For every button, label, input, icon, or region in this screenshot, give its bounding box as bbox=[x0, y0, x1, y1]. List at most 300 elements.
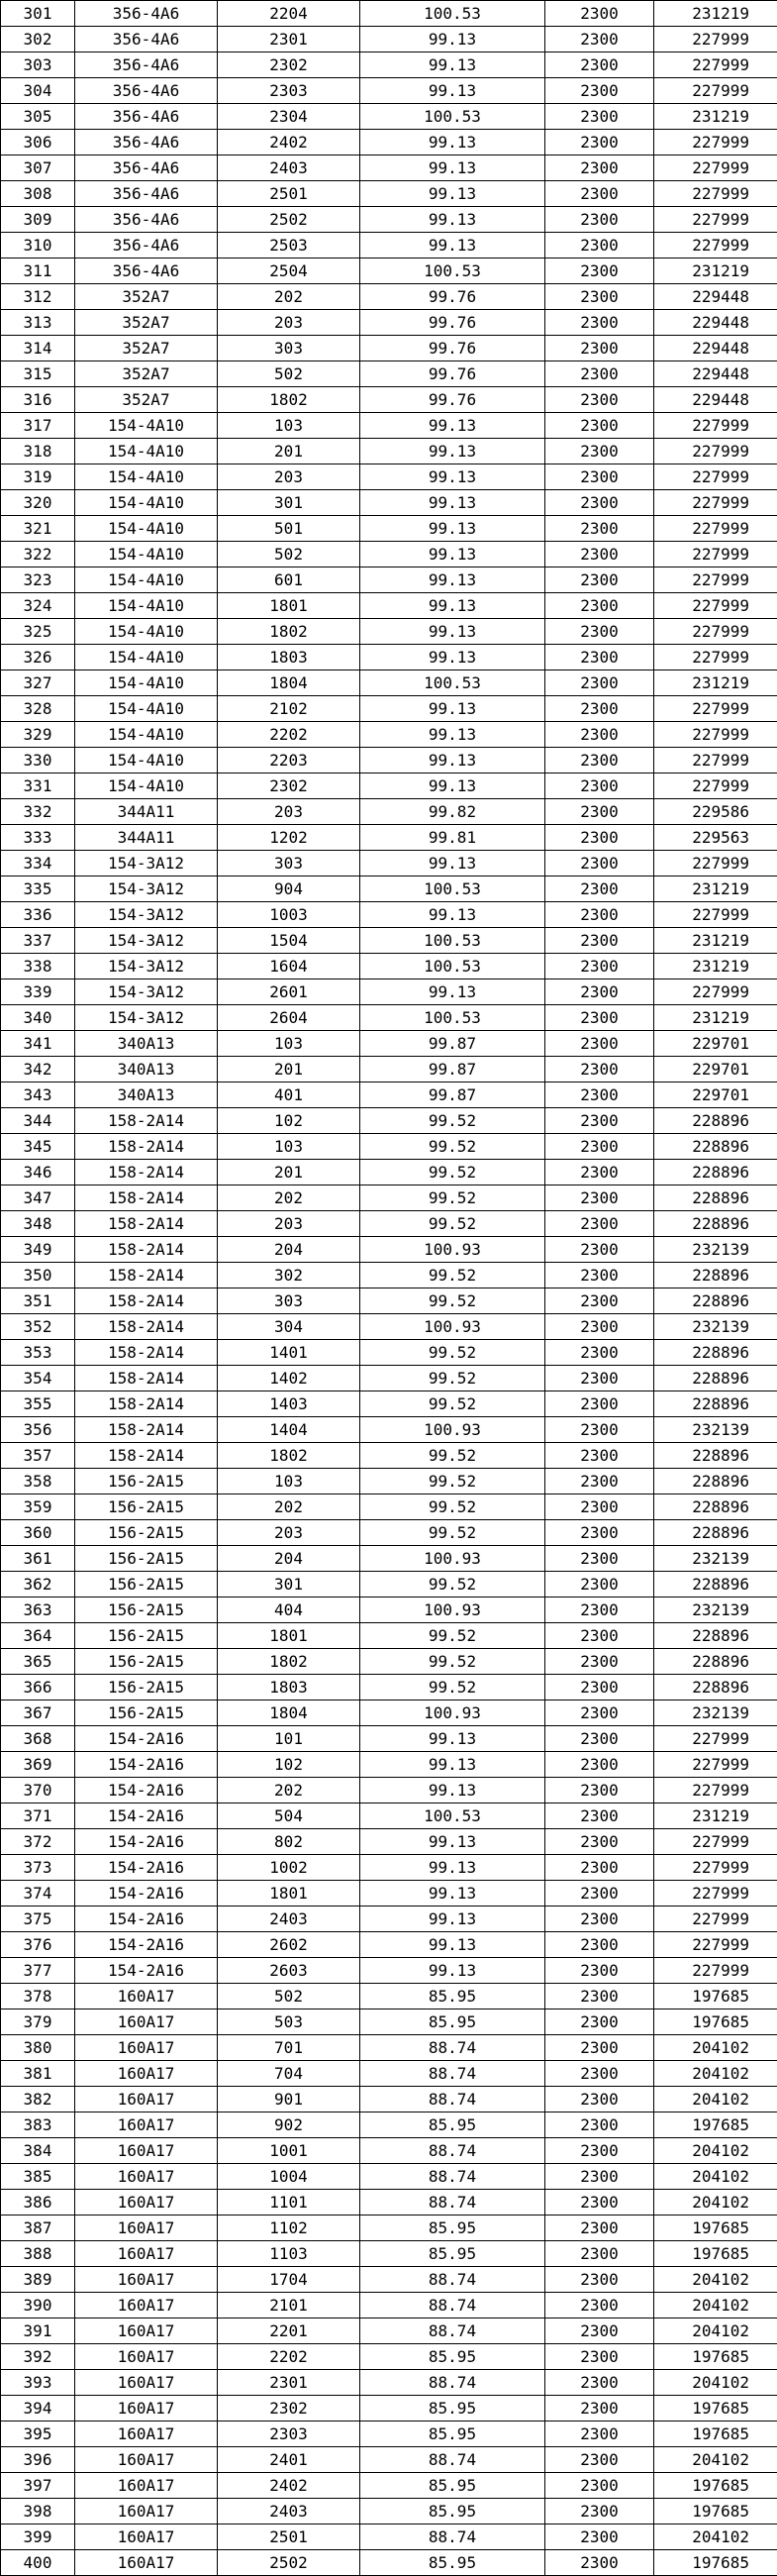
area-cell: 99.13 bbox=[360, 439, 545, 464]
total-price-cell: 204102 bbox=[654, 2370, 777, 2396]
building-unit-cell: 160A17 bbox=[75, 2524, 218, 2550]
building-unit-cell: 154-4A10 bbox=[75, 696, 218, 722]
unit-price-cell: 2300 bbox=[545, 181, 654, 207]
area-cell: 85.95 bbox=[360, 2241, 545, 2267]
room-number-cell: 1001 bbox=[218, 2138, 360, 2164]
total-price-cell: 228896 bbox=[654, 1391, 777, 1417]
unit-price-cell: 2300 bbox=[545, 2421, 654, 2447]
room-number-cell: 2302 bbox=[218, 2396, 360, 2421]
area-cell: 99.13 bbox=[360, 1881, 545, 1906]
unit-price-cell: 2300 bbox=[545, 1752, 654, 1778]
area-cell: 85.95 bbox=[360, 2421, 545, 2447]
total-price-cell: 227999 bbox=[654, 1829, 777, 1855]
room-number-cell: 2403 bbox=[218, 1906, 360, 1932]
row-number-cell: 363 bbox=[1, 1597, 75, 1623]
unit-price-cell: 2300 bbox=[545, 593, 654, 619]
table-row bbox=[1, 27, 777, 52]
table-row bbox=[1, 258, 777, 284]
room-number-cell: 1802 bbox=[218, 1649, 360, 1675]
building-unit-cell: 154-4A10 bbox=[75, 439, 218, 464]
row-number-cell: 395 bbox=[1, 2421, 75, 2447]
room-number-cell: 2604 bbox=[218, 1005, 360, 1031]
table-row bbox=[1, 207, 777, 233]
table-row bbox=[1, 1958, 777, 1984]
unit-price-cell: 2300 bbox=[545, 1366, 654, 1391]
area-cell: 99.13 bbox=[360, 1829, 545, 1855]
total-price-cell: 197685 bbox=[654, 2241, 777, 2267]
total-price-cell: 232139 bbox=[654, 1546, 777, 1572]
area-cell: 99.13 bbox=[360, 1778, 545, 1803]
row-number-cell: 373 bbox=[1, 1855, 75, 1881]
building-unit-cell: 156-2A15 bbox=[75, 1675, 218, 1700]
area-cell: 85.95 bbox=[360, 2112, 545, 2138]
unit-price-cell: 2300 bbox=[545, 1108, 654, 1134]
total-price-cell: 197685 bbox=[654, 2009, 777, 2035]
row-number-cell: 379 bbox=[1, 2009, 75, 2035]
building-unit-cell: 352A7 bbox=[75, 387, 218, 413]
building-unit-cell: 160A17 bbox=[75, 2087, 218, 2112]
room-number-cell: 203 bbox=[218, 1520, 360, 1546]
row-number-cell: 380 bbox=[1, 2035, 75, 2061]
room-number-cell: 1804 bbox=[218, 670, 360, 696]
table-row bbox=[1, 1417, 777, 1443]
unit-price-cell: 2300 bbox=[545, 155, 654, 181]
unit-price-cell: 2300 bbox=[545, 1443, 654, 1469]
row-number-cell: 320 bbox=[1, 490, 75, 516]
unit-price-cell: 2300 bbox=[545, 490, 654, 516]
unit-price-cell: 2300 bbox=[545, 1082, 654, 1108]
row-number-cell: 357 bbox=[1, 1443, 75, 1469]
row-number-cell: 342 bbox=[1, 1057, 75, 1082]
building-unit-cell: 158-2A14 bbox=[75, 1288, 218, 1314]
unit-price-cell: 2300 bbox=[545, 1675, 654, 1700]
area-cell: 100.53 bbox=[360, 1005, 545, 1031]
area-cell: 99.52 bbox=[360, 1366, 545, 1391]
unit-price-cell: 2300 bbox=[545, 2112, 654, 2138]
row-number-cell: 358 bbox=[1, 1469, 75, 1494]
table-row bbox=[1, 619, 777, 645]
total-price-cell: 229563 bbox=[654, 825, 777, 851]
row-number-cell: 333 bbox=[1, 825, 75, 851]
table-row bbox=[1, 1160, 777, 1185]
room-number-cell: 2102 bbox=[218, 696, 360, 722]
building-unit-cell: 158-2A14 bbox=[75, 1314, 218, 1340]
table-row bbox=[1, 1263, 777, 1288]
room-number-cell: 301 bbox=[218, 490, 360, 516]
total-price-cell: 228896 bbox=[654, 1443, 777, 1469]
row-number-cell: 390 bbox=[1, 2293, 75, 2318]
unit-price-cell: 2300 bbox=[545, 1057, 654, 1082]
row-number-cell: 316 bbox=[1, 387, 75, 413]
total-price-cell: 204102 bbox=[654, 2447, 777, 2473]
table-row bbox=[1, 722, 777, 748]
room-number-cell: 303 bbox=[218, 336, 360, 361]
unit-price-cell: 2300 bbox=[545, 1958, 654, 1984]
table-row bbox=[1, 2344, 777, 2370]
table-row bbox=[1, 1778, 777, 1803]
room-number-cell: 1604 bbox=[218, 954, 360, 979]
table-row bbox=[1, 1855, 777, 1881]
room-number-cell: 203 bbox=[218, 799, 360, 825]
room-number-cell: 203 bbox=[218, 1211, 360, 1237]
unit-price-cell: 2300 bbox=[545, 1263, 654, 1288]
table-row bbox=[1, 1134, 777, 1160]
total-price-cell: 231219 bbox=[654, 876, 777, 902]
row-number-cell: 384 bbox=[1, 2138, 75, 2164]
building-unit-cell: 154-2A16 bbox=[75, 1932, 218, 1958]
area-cell: 99.76 bbox=[360, 387, 545, 413]
unit-price-cell: 2300 bbox=[545, 2009, 654, 2035]
area-cell: 99.13 bbox=[360, 593, 545, 619]
room-number-cell: 2303 bbox=[218, 78, 360, 104]
building-unit-cell: 158-2A14 bbox=[75, 1211, 218, 1237]
row-number-cell: 356 bbox=[1, 1417, 75, 1443]
building-unit-cell: 154-2A16 bbox=[75, 1958, 218, 1984]
unit-price-cell: 2300 bbox=[545, 2061, 654, 2087]
total-price-cell: 227999 bbox=[654, 851, 777, 876]
area-cell: 99.13 bbox=[360, 181, 545, 207]
table-row bbox=[1, 1829, 777, 1855]
unit-price-cell: 2300 bbox=[545, 130, 654, 155]
row-number-cell: 312 bbox=[1, 284, 75, 310]
building-unit-cell: 154-3A12 bbox=[75, 979, 218, 1005]
building-unit-cell: 160A17 bbox=[75, 2112, 218, 2138]
room-number-cell: 502 bbox=[218, 361, 360, 387]
room-number-cell: 103 bbox=[218, 1134, 360, 1160]
room-number-cell: 1801 bbox=[218, 1623, 360, 1649]
area-cell: 99.76 bbox=[360, 336, 545, 361]
total-price-cell: 229448 bbox=[654, 310, 777, 336]
table-row bbox=[1, 2164, 777, 2190]
building-unit-cell: 158-2A14 bbox=[75, 1263, 218, 1288]
unit-price-cell: 2300 bbox=[545, 2524, 654, 2550]
row-number-cell: 348 bbox=[1, 1211, 75, 1237]
room-number-cell: 202 bbox=[218, 1185, 360, 1211]
building-unit-cell: 154-3A12 bbox=[75, 928, 218, 954]
table-row bbox=[1, 2370, 777, 2396]
unit-price-cell: 2300 bbox=[545, 748, 654, 773]
row-number-cell: 345 bbox=[1, 1134, 75, 1160]
table-row bbox=[1, 413, 777, 439]
building-unit-cell: 160A17 bbox=[75, 2499, 218, 2524]
row-number-cell: 376 bbox=[1, 1932, 75, 1958]
total-price-cell: 227999 bbox=[654, 490, 777, 516]
table-row bbox=[1, 387, 777, 413]
unit-price-cell: 2300 bbox=[545, 1520, 654, 1546]
row-number-cell: 400 bbox=[1, 2550, 75, 2576]
building-unit-cell: 154-2A16 bbox=[75, 1726, 218, 1752]
building-unit-cell: 356-4A6 bbox=[75, 130, 218, 155]
row-number-cell: 339 bbox=[1, 979, 75, 1005]
unit-price-cell: 2300 bbox=[545, 2267, 654, 2293]
row-number-cell: 338 bbox=[1, 954, 75, 979]
building-unit-cell: 154-3A12 bbox=[75, 876, 218, 902]
area-cell: 100.93 bbox=[360, 1237, 545, 1263]
room-number-cell: 704 bbox=[218, 2061, 360, 2087]
area-cell: 99.13 bbox=[360, 722, 545, 748]
area-cell: 85.95 bbox=[360, 2215, 545, 2241]
room-number-cell: 204 bbox=[218, 1546, 360, 1572]
row-number-cell: 336 bbox=[1, 902, 75, 928]
table-row bbox=[1, 1469, 777, 1494]
total-price-cell: 227999 bbox=[654, 1778, 777, 1803]
area-cell: 88.74 bbox=[360, 2293, 545, 2318]
row-number-cell: 383 bbox=[1, 2112, 75, 2138]
area-cell: 99.13 bbox=[360, 1752, 545, 1778]
row-number-cell: 334 bbox=[1, 851, 75, 876]
table-row bbox=[1, 2061, 777, 2087]
table-row bbox=[1, 1211, 777, 1237]
table-row bbox=[1, 1752, 777, 1778]
unit-price-cell: 2300 bbox=[545, 413, 654, 439]
room-number-cell: 201 bbox=[218, 439, 360, 464]
total-price-cell: 197685 bbox=[654, 2112, 777, 2138]
row-number-cell: 393 bbox=[1, 2370, 75, 2396]
total-price-cell: 204102 bbox=[654, 2164, 777, 2190]
total-price-cell: 227999 bbox=[654, 696, 777, 722]
row-number-cell: 305 bbox=[1, 104, 75, 130]
building-unit-cell: 154-4A10 bbox=[75, 619, 218, 645]
room-number-cell: 2401 bbox=[218, 2447, 360, 2473]
total-price-cell: 204102 bbox=[654, 2061, 777, 2087]
table-row bbox=[1, 336, 777, 361]
building-unit-cell: 356-4A6 bbox=[75, 207, 218, 233]
area-cell: 100.53 bbox=[360, 104, 545, 130]
area-cell: 99.52 bbox=[360, 1623, 545, 1649]
row-number-cell: 346 bbox=[1, 1160, 75, 1185]
unit-price-cell: 2300 bbox=[545, 336, 654, 361]
row-number-cell: 308 bbox=[1, 181, 75, 207]
room-number-cell: 2201 bbox=[218, 2318, 360, 2344]
unit-price-cell: 2300 bbox=[545, 979, 654, 1005]
total-price-cell: 227999 bbox=[654, 207, 777, 233]
unit-price-cell: 2300 bbox=[545, 825, 654, 851]
unit-price-cell: 2300 bbox=[545, 1881, 654, 1906]
row-number-cell: 307 bbox=[1, 155, 75, 181]
building-unit-cell: 356-4A6 bbox=[75, 155, 218, 181]
total-price-cell: 197685 bbox=[654, 2421, 777, 2447]
table-row bbox=[1, 1906, 777, 1932]
table-row bbox=[1, 464, 777, 490]
unit-price-cell: 2300 bbox=[545, 1829, 654, 1855]
unit-price-cell: 2300 bbox=[545, 2344, 654, 2370]
row-number-cell: 392 bbox=[1, 2344, 75, 2370]
building-unit-cell: 160A17 bbox=[75, 2473, 218, 2499]
room-number-cell: 1404 bbox=[218, 1417, 360, 1443]
area-cell: 99.13 bbox=[360, 130, 545, 155]
row-number-cell: 370 bbox=[1, 1778, 75, 1803]
area-cell: 100.93 bbox=[360, 1417, 545, 1443]
room-number-cell: 2403 bbox=[218, 155, 360, 181]
building-unit-cell: 154-4A10 bbox=[75, 516, 218, 542]
total-price-cell: 227999 bbox=[654, 979, 777, 1005]
room-number-cell: 1801 bbox=[218, 1881, 360, 1906]
unit-price-cell: 2300 bbox=[545, 1494, 654, 1520]
table-row bbox=[1, 1, 777, 27]
unit-price-cell: 2300 bbox=[545, 1134, 654, 1160]
row-number-cell: 387 bbox=[1, 2215, 75, 2241]
building-unit-cell: 154-4A10 bbox=[75, 645, 218, 670]
area-cell: 88.74 bbox=[360, 2190, 545, 2215]
total-price-cell: 227999 bbox=[654, 1958, 777, 1984]
area-cell: 85.95 bbox=[360, 2473, 545, 2499]
unit-price-cell: 2300 bbox=[545, 2550, 654, 2576]
total-price-cell: 204102 bbox=[654, 2318, 777, 2344]
unit-price-cell: 2300 bbox=[545, 670, 654, 696]
row-number-cell: 352 bbox=[1, 1314, 75, 1340]
row-number-cell: 366 bbox=[1, 1675, 75, 1700]
room-number-cell: 2303 bbox=[218, 2421, 360, 2447]
room-number-cell: 1802 bbox=[218, 619, 360, 645]
area-cell: 99.87 bbox=[360, 1057, 545, 1082]
table-row bbox=[1, 1494, 777, 1520]
room-number-cell: 2302 bbox=[218, 52, 360, 78]
unit-price-cell: 2300 bbox=[545, 619, 654, 645]
total-price-cell: 228896 bbox=[654, 1675, 777, 1700]
room-number-cell: 2403 bbox=[218, 2499, 360, 2524]
unit-price-cell: 2300 bbox=[545, 233, 654, 258]
room-number-cell: 103 bbox=[218, 413, 360, 439]
area-cell: 88.74 bbox=[360, 2035, 545, 2061]
area-cell: 88.74 bbox=[360, 2370, 545, 2396]
total-price-cell: 227999 bbox=[654, 233, 777, 258]
room-number-cell: 2101 bbox=[218, 2293, 360, 2318]
building-unit-cell: 160A17 bbox=[75, 2241, 218, 2267]
building-unit-cell: 160A17 bbox=[75, 2370, 218, 2396]
total-price-cell: 232139 bbox=[654, 1417, 777, 1443]
row-number-cell: 315 bbox=[1, 361, 75, 387]
area-cell: 99.13 bbox=[360, 1932, 545, 1958]
building-unit-cell: 154-4A10 bbox=[75, 773, 218, 799]
table-row bbox=[1, 799, 777, 825]
building-unit-cell: 160A17 bbox=[75, 2267, 218, 2293]
building-unit-cell: 344A11 bbox=[75, 799, 218, 825]
total-price-cell: 204102 bbox=[654, 2267, 777, 2293]
room-number-cell: 601 bbox=[218, 567, 360, 593]
total-price-cell: 228896 bbox=[654, 1623, 777, 1649]
building-unit-cell: 154-4A10 bbox=[75, 722, 218, 748]
building-unit-cell: 154-4A10 bbox=[75, 464, 218, 490]
area-cell: 99.52 bbox=[360, 1263, 545, 1288]
table-row bbox=[1, 2241, 777, 2267]
room-number-cell: 2302 bbox=[218, 773, 360, 799]
building-unit-cell: 154-2A16 bbox=[75, 1778, 218, 1803]
row-number-cell: 389 bbox=[1, 2267, 75, 2293]
building-unit-cell: 154-2A16 bbox=[75, 1855, 218, 1881]
table-row bbox=[1, 696, 777, 722]
total-price-cell: 227999 bbox=[654, 464, 777, 490]
unit-price-cell: 2300 bbox=[545, 1185, 654, 1211]
room-number-cell: 303 bbox=[218, 1288, 360, 1314]
unit-price-cell: 2300 bbox=[545, 52, 654, 78]
row-number-cell: 377 bbox=[1, 1958, 75, 1984]
table-row bbox=[1, 1366, 777, 1391]
total-price-cell: 228896 bbox=[654, 1494, 777, 1520]
table-row bbox=[1, 439, 777, 464]
row-number-cell: 371 bbox=[1, 1803, 75, 1829]
table-row bbox=[1, 310, 777, 336]
row-number-cell: 311 bbox=[1, 258, 75, 284]
table-row bbox=[1, 1237, 777, 1263]
total-price-cell: 197685 bbox=[654, 2396, 777, 2421]
total-price-cell: 197685 bbox=[654, 2499, 777, 2524]
unit-price-cell: 2300 bbox=[545, 1726, 654, 1752]
building-unit-cell: 154-2A16 bbox=[75, 1752, 218, 1778]
room-number-cell: 401 bbox=[218, 1082, 360, 1108]
room-number-cell: 1403 bbox=[218, 1391, 360, 1417]
building-unit-cell: 356-4A6 bbox=[75, 1, 218, 27]
table-row bbox=[1, 851, 777, 876]
table-row bbox=[1, 1597, 777, 1623]
room-number-cell: 2503 bbox=[218, 233, 360, 258]
room-number-cell: 802 bbox=[218, 1829, 360, 1855]
building-unit-cell: 160A17 bbox=[75, 2396, 218, 2421]
area-cell: 88.74 bbox=[360, 2447, 545, 2473]
unit-price-cell: 2300 bbox=[545, 104, 654, 130]
total-price-cell: 231219 bbox=[654, 258, 777, 284]
total-price-cell: 227999 bbox=[654, 773, 777, 799]
building-unit-cell: 154-4A10 bbox=[75, 542, 218, 567]
room-number-cell: 102 bbox=[218, 1108, 360, 1134]
unit-price-cell: 2300 bbox=[545, 258, 654, 284]
room-number-cell: 203 bbox=[218, 310, 360, 336]
row-number-cell: 350 bbox=[1, 1263, 75, 1288]
row-number-cell: 372 bbox=[1, 1829, 75, 1855]
row-number-cell: 391 bbox=[1, 2318, 75, 2344]
row-number-cell: 396 bbox=[1, 2447, 75, 2473]
table-row bbox=[1, 78, 777, 104]
row-number-cell: 303 bbox=[1, 52, 75, 78]
area-cell: 99.76 bbox=[360, 310, 545, 336]
table-row bbox=[1, 2421, 777, 2447]
building-unit-cell: 340A13 bbox=[75, 1031, 218, 1057]
table-row bbox=[1, 2318, 777, 2344]
area-cell: 99.52 bbox=[360, 1494, 545, 1520]
building-unit-cell: 356-4A6 bbox=[75, 258, 218, 284]
total-price-cell: 228896 bbox=[654, 1649, 777, 1675]
table-row bbox=[1, 490, 777, 516]
row-number-cell: 398 bbox=[1, 2499, 75, 2524]
table-row bbox=[1, 1314, 777, 1340]
building-unit-cell: 156-2A15 bbox=[75, 1597, 218, 1623]
table-row bbox=[1, 902, 777, 928]
row-number-cell: 327 bbox=[1, 670, 75, 696]
unit-price-cell: 2300 bbox=[545, 696, 654, 722]
unit-price-cell: 2300 bbox=[545, 1572, 654, 1597]
unit-price-cell: 2300 bbox=[545, 2241, 654, 2267]
table-row bbox=[1, 52, 777, 78]
total-price-cell: 231219 bbox=[654, 928, 777, 954]
room-number-cell: 2304 bbox=[218, 104, 360, 130]
unit-price-cell: 2300 bbox=[545, 2138, 654, 2164]
building-unit-cell: 160A17 bbox=[75, 2138, 218, 2164]
row-number-cell: 394 bbox=[1, 2396, 75, 2421]
total-price-cell: 227999 bbox=[654, 1932, 777, 1958]
room-number-cell: 1504 bbox=[218, 928, 360, 954]
area-cell: 99.76 bbox=[360, 284, 545, 310]
unit-price-cell: 2300 bbox=[545, 1417, 654, 1443]
building-unit-cell: 158-2A14 bbox=[75, 1108, 218, 1134]
total-price-cell: 197685 bbox=[654, 1984, 777, 2009]
area-cell: 99.52 bbox=[360, 1520, 545, 1546]
table-row bbox=[1, 748, 777, 773]
row-number-cell: 323 bbox=[1, 567, 75, 593]
area-cell: 99.13 bbox=[360, 851, 545, 876]
unit-price-cell: 2300 bbox=[545, 928, 654, 954]
building-unit-cell: 352A7 bbox=[75, 336, 218, 361]
row-number-cell: 388 bbox=[1, 2241, 75, 2267]
unit-price-cell: 2300 bbox=[545, 78, 654, 104]
